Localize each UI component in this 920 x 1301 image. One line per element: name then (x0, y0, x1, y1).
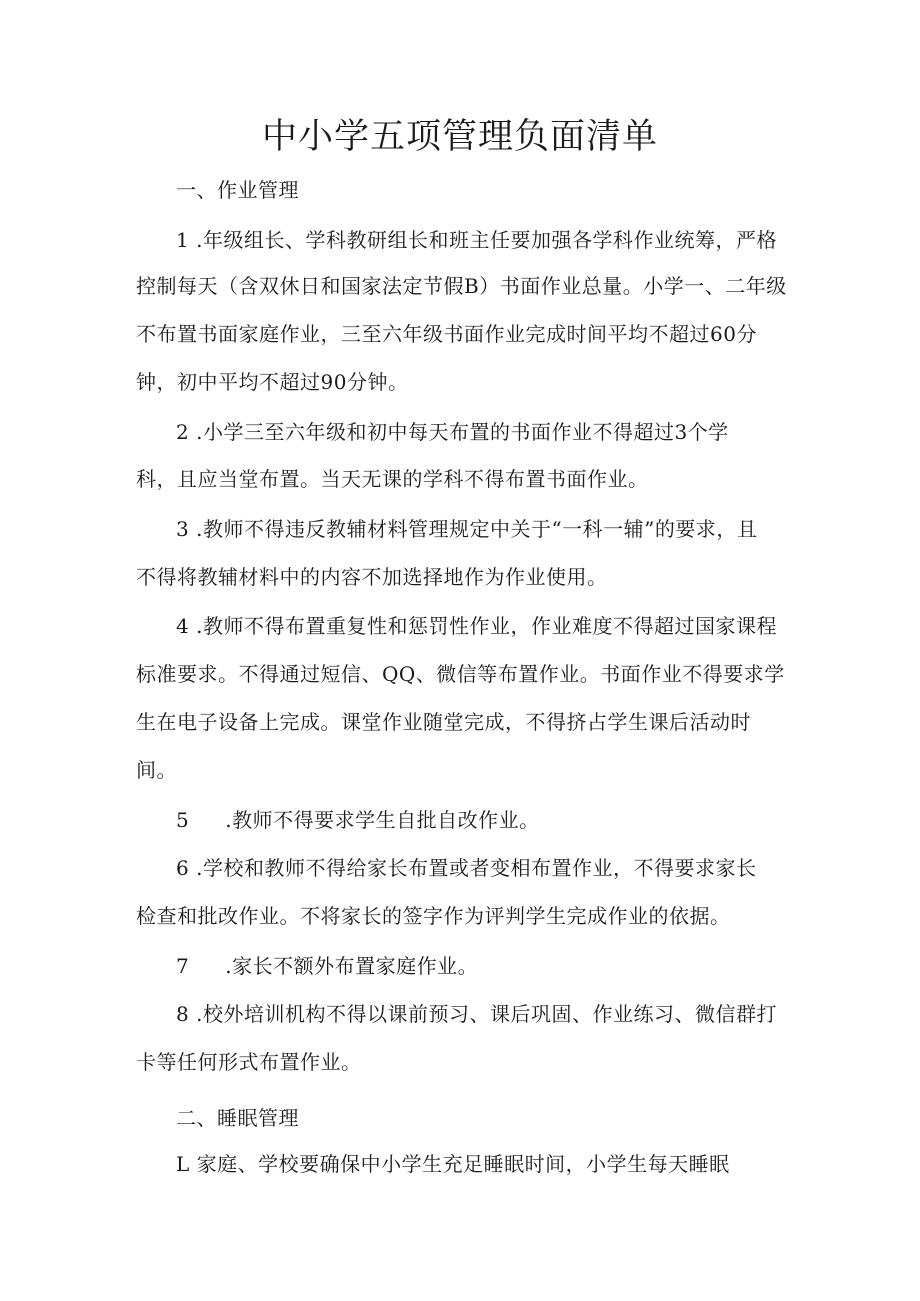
item-number: 7 (176, 954, 190, 978)
paragraph-line: 卡等任何形式布置作业。 (136, 1050, 362, 1074)
paragraph-line: 7 .家长不额外布置家庭作业。 (176, 954, 479, 978)
paragraph-line: 不布置书面家庭作业，三至六年级书面作业完成时间平均不超过60分 (136, 322, 757, 346)
item-number: 5 (176, 808, 190, 832)
paragraph-line: 4 .教师不得布置重复性和惩罚性作业，作业难度不得超过国家课程 (176, 614, 777, 638)
paragraph-line: 间。 (136, 758, 177, 782)
section-heading-homework: 一、作业管理 (176, 178, 299, 202)
item-number: 1 (176, 228, 190, 252)
paragraph-line: 检查和批改作业。不将家长的签字作为评判学生完成作业的依据。 (136, 904, 731, 928)
paragraph-line: 8 .校外培训机构不得以课前预习、课后巩固、作业练习、微信群打 (176, 1002, 777, 1026)
item-number: 2 (176, 420, 190, 444)
item-number: 8 (176, 1002, 190, 1026)
paragraph-line: 钟，初中平均不超过90分钟。 (136, 370, 409, 394)
paragraph-line: L 家庭、学校要确保中小学生充足睡眠时间，小学生每天睡眠 (176, 1152, 730, 1176)
item-number: 3 (176, 517, 190, 541)
paragraph-line: 3 .教师不得违反教辅材料管理规定中关于“一科一辅”的要求，且 (176, 517, 758, 541)
section-heading-sleep: 二、睡眠管理 (176, 1106, 299, 1130)
document-title: 中小学五项管理负面清单 (261, 117, 658, 157)
paragraph-line: 1 .年级组长、学科教研组长和班主任要加强各学科作业统筹，严格 (176, 228, 777, 252)
paragraph-line: 科，且应当堂布置。当天无课的学科不得布置书面作业。 (136, 467, 649, 491)
paragraph-line: 控制每天（含双休日和国家法定节假B）书面作业总量。小学一、二年级 (136, 274, 787, 298)
item-number: L (176, 1152, 190, 1176)
paragraph-line: 5 .教师不得要求学生自批自改作业。 (176, 808, 540, 832)
paragraph-line: 生在电子设备上完成。课堂作业随堂完成，不得挤占学生课后活动时 (136, 710, 751, 734)
paragraph-line: 6 .学校和教师不得给家长布置或者变相布置作业，不得要求家长 (176, 856, 757, 880)
item-number: 4 (176, 614, 190, 638)
item-number: 6 (176, 856, 190, 880)
paragraph-line: 2 .小学三至六年级和初中每天布置的书面作业不得超过3个学 (176, 420, 729, 444)
paragraph-line: 标准要求。不得通过短信、QQ、微信等布置作业。书面作业不得要求学 (136, 662, 785, 686)
paragraph-line: 不得将教辅材料中的内容不加选择地作为作业使用。 (136, 565, 608, 589)
